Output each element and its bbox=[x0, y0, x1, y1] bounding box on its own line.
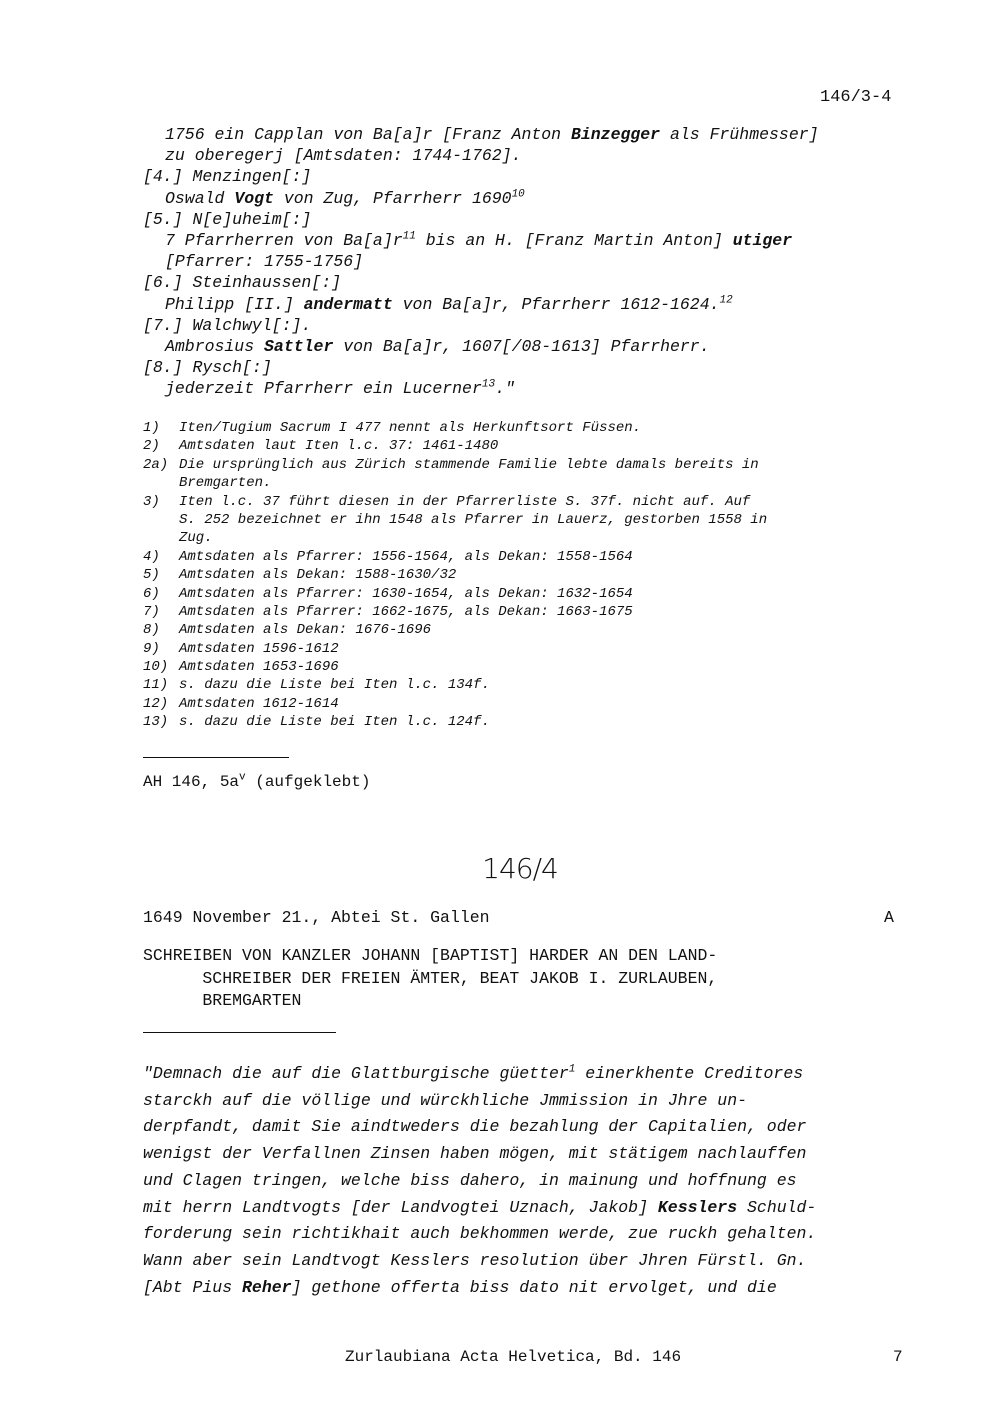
body-line bbox=[143, 1168, 816, 1195]
divider bbox=[143, 1032, 336, 1033]
list-line bbox=[143, 272, 819, 293]
text-run: als Frühmesser] bbox=[660, 125, 819, 144]
footnote-number: 5) bbox=[143, 567, 160, 584]
text-run: starckh auf die völlige und würckhliche Jmmission in Jhre un- bbox=[143, 1090, 747, 1110]
text-run: [5.] N[e]uheim[:] bbox=[143, 209, 312, 229]
footnote bbox=[143, 676, 767, 694]
list-line bbox=[143, 188, 819, 209]
list-line bbox=[143, 145, 819, 166]
footnote-ref: 13 bbox=[481, 378, 496, 391]
footnote-number: 9) bbox=[143, 640, 160, 657]
text-run: Oswald bbox=[165, 188, 235, 208]
footnote bbox=[143, 695, 767, 713]
divider bbox=[143, 757, 289, 758]
source-text: AH 146, 5a bbox=[143, 773, 240, 791]
heading-line: SCHREIBER DER FREIEN ÄMTER, BEAT JAKOB I. ZURLAUBEN, bbox=[143, 968, 718, 988]
source-sup: v bbox=[239, 771, 246, 784]
text-run: von Ba[a]r, 1607[/08-1613] Pfarrherr. bbox=[333, 336, 710, 356]
footnote-number: 1) bbox=[143, 420, 160, 436]
footnote-number: 12) bbox=[143, 695, 169, 712]
list-line bbox=[143, 294, 819, 315]
text-run: wenigst der Verfallnen Zinsen haben mögen, mit stätigem nachlauffen bbox=[143, 1144, 807, 1164]
footer-title: Zurlaubiana Acta Helvetica, Bd. 146 bbox=[345, 1348, 682, 1366]
body-text bbox=[143, 1061, 816, 1301]
text-run: [8.] Rysch[:] bbox=[143, 358, 272, 378]
name-bold: Binzegger bbox=[570, 125, 661, 144]
footnote-number: 11) bbox=[143, 677, 169, 694]
footnote-number: 2) bbox=[143, 438, 160, 455]
name-bold: utiger bbox=[732, 230, 793, 250]
text-run: von Zug, Pfarrherr 1690 bbox=[273, 188, 512, 208]
text-run: von Ba[a]r, Pfarrherr 1612-1624. bbox=[392, 294, 720, 314]
footnote bbox=[143, 456, 767, 474]
footnote-text: Iten l.c. 37 führt diesen in der Pfarrerliste S. 37f. nicht auf. Auf bbox=[179, 493, 751, 510]
list-line bbox=[143, 315, 819, 336]
footnote bbox=[143, 621, 767, 639]
body-line bbox=[143, 1195, 816, 1222]
list-line bbox=[143, 251, 819, 272]
name-bold: Reher bbox=[242, 1277, 292, 1297]
footnote bbox=[143, 437, 767, 455]
name-bold: andermatt bbox=[303, 294, 393, 314]
footnote-number: 4) bbox=[143, 548, 160, 565]
text-run: [Abt Pius bbox=[143, 1277, 243, 1297]
date-line: 1649 November 21., Abtei St. Gallen bbox=[143, 908, 490, 927]
footnote-text: Die ursprünglich aus Zürich stammende Familie lebte damals bereits in bbox=[179, 456, 759, 473]
text-run: ] gethone offerta biss dato nit ervolget, und die bbox=[291, 1277, 777, 1297]
page-number: 146/3-4 bbox=[820, 88, 892, 107]
name-bold: Kesslers bbox=[657, 1197, 738, 1217]
footnote-number: 6) bbox=[143, 585, 160, 602]
footnote-number: 8) bbox=[143, 622, 160, 639]
grade-mark: A bbox=[884, 908, 894, 927]
text-run: 1756 ein Capplan von Ba[a]r [Franz Anton bbox=[165, 125, 571, 144]
source-reference bbox=[143, 773, 370, 791]
footnote bbox=[143, 493, 767, 511]
name-bold: Sattler bbox=[264, 336, 334, 356]
body-line bbox=[143, 1275, 816, 1302]
footnotes bbox=[143, 419, 767, 732]
footnote-text: Zug. bbox=[179, 530, 213, 547]
footnote bbox=[143, 658, 767, 676]
footnote-text: Iten/Tugium Sacrum I 477 nennt als Herkunftsort Füssen. bbox=[179, 420, 642, 436]
footnote-text: Amtsdaten 1596-1612 bbox=[179, 640, 339, 657]
footnote-number: 2a) bbox=[143, 456, 169, 473]
footnote-ref: 1 bbox=[568, 1063, 576, 1076]
list-continuation bbox=[143, 124, 819, 399]
source-suffix: (aufgeklebt) bbox=[245, 773, 371, 791]
text-run: [7.] Walchwyl[:]. bbox=[143, 315, 312, 335]
body-line bbox=[143, 1061, 816, 1088]
name-bold: Vogt bbox=[234, 188, 274, 208]
footnote-text: Amtsdaten laut Iten l.c. 37: 1461-1480 bbox=[179, 438, 499, 455]
body-line bbox=[143, 1088, 816, 1115]
footnote-number: 13) bbox=[143, 714, 169, 731]
footnote-number: 7) bbox=[143, 603, 160, 620]
footnote-text: Amtsdaten als Pfarrer: 1556-1564, als Dekan: 1558-1564 bbox=[179, 548, 633, 565]
text-run: [4.] Menzingen[:] bbox=[143, 167, 312, 187]
footnote-text: s. dazu die Liste bei Iten l.c. 134f. bbox=[179, 677, 490, 694]
footnote-text: s. dazu die Liste bei Iten l.c. 124f. bbox=[179, 714, 490, 731]
footnote bbox=[143, 713, 767, 731]
footnote-text: Amtsdaten als Pfarrer: 1630-1654, als Dekan: 1632-1654 bbox=[179, 585, 633, 602]
footnote bbox=[143, 585, 767, 603]
footnote bbox=[143, 603, 767, 621]
footnote-text: Amtsdaten als Dekan: 1676-1696 bbox=[179, 622, 432, 639]
text-run: Philipp [II.] bbox=[165, 294, 304, 314]
footnote-text: Bremgarten. bbox=[179, 475, 272, 492]
footnote-number: 10) bbox=[143, 659, 169, 676]
text-run: zu oberegerj [Amtsdaten: 1744-1762]. bbox=[165, 146, 522, 166]
footnote bbox=[143, 419, 767, 437]
footnote-ref: 10 bbox=[511, 188, 525, 201]
body-line bbox=[143, 1248, 816, 1275]
footnote bbox=[143, 566, 767, 584]
list-line bbox=[143, 336, 819, 357]
footnote-number: 3) bbox=[143, 493, 160, 510]
text-run: derpfandt, damit Sie aindtweders die bezahlung der Capitalien, oder bbox=[143, 1117, 807, 1137]
text-run: mit herrn Landtvogts [der Landvogtei Uznach, Jakob] bbox=[143, 1197, 658, 1217]
list-line bbox=[143, 357, 819, 378]
heading-line: BREMGARTEN bbox=[143, 991, 302, 1011]
text-run: bis an H. [Franz Martin Anton] bbox=[415, 230, 733, 250]
body-line bbox=[143, 1114, 816, 1141]
heading-line: SCHREIBEN VON KANZLER JOHANN [BAPTIST] HARDER AN DEN LAND- bbox=[143, 946, 718, 965]
footnote-text: Amtsdaten 1612-1614 bbox=[179, 695, 339, 712]
body-line bbox=[143, 1141, 816, 1168]
text-run: [Pfarrer: 1755-1756] bbox=[165, 252, 364, 272]
list-line bbox=[143, 166, 819, 187]
list-line bbox=[143, 230, 819, 251]
text-run: einerkhente Creditores bbox=[575, 1064, 804, 1083]
footnote-text: S. 252 bezeichnet er ihn 1548 als Pfarrer in Lauerz, gestorben 1558 in bbox=[179, 511, 768, 528]
text-run: 7 Pfarrherren von Ba[a]r bbox=[165, 230, 403, 250]
text-run: Wann aber sein Landtvogt Kesslers resolution über Jhren Fürstl. Gn. bbox=[143, 1250, 807, 1270]
text-run: "Demnach die auf die Glattburgische güetter bbox=[143, 1064, 569, 1083]
text-run: ." bbox=[495, 379, 515, 399]
footnote bbox=[143, 548, 767, 566]
footnote-text: Amtsdaten als Dekan: 1588-1630/32 bbox=[179, 567, 457, 584]
text-run: Schuld- bbox=[737, 1197, 817, 1217]
list-line bbox=[143, 124, 819, 145]
list-line bbox=[143, 209, 819, 230]
body-line bbox=[143, 1221, 816, 1248]
text-run: jederzeit Pfarrherr ein Lucerner bbox=[165, 379, 482, 399]
text-run: [6.] Steinhaussen[:] bbox=[143, 273, 342, 293]
footnote-text: Amtsdaten als Pfarrer: 1662-1675, als Dekan: 1663-1675 bbox=[179, 603, 633, 620]
text-run: Ambrosius bbox=[165, 336, 265, 356]
text-run: forderung sein richtikhait auch bekhommen werde, zue ruckh gehalten. bbox=[143, 1224, 817, 1244]
document-heading bbox=[143, 945, 717, 1013]
footnote-ref: 11 bbox=[402, 230, 416, 243]
footnote bbox=[143, 640, 767, 658]
list-line bbox=[143, 378, 819, 399]
document-id: 146/4 bbox=[482, 852, 558, 885]
footnote-ref: 12 bbox=[719, 294, 733, 306]
footer-page-number: 7 bbox=[893, 1348, 903, 1366]
text-run: und Clagen tringen, welche biss dahero, in mainung und hoffnung es bbox=[143, 1170, 797, 1190]
footnote-text: Amtsdaten 1653-1696 bbox=[179, 659, 339, 676]
